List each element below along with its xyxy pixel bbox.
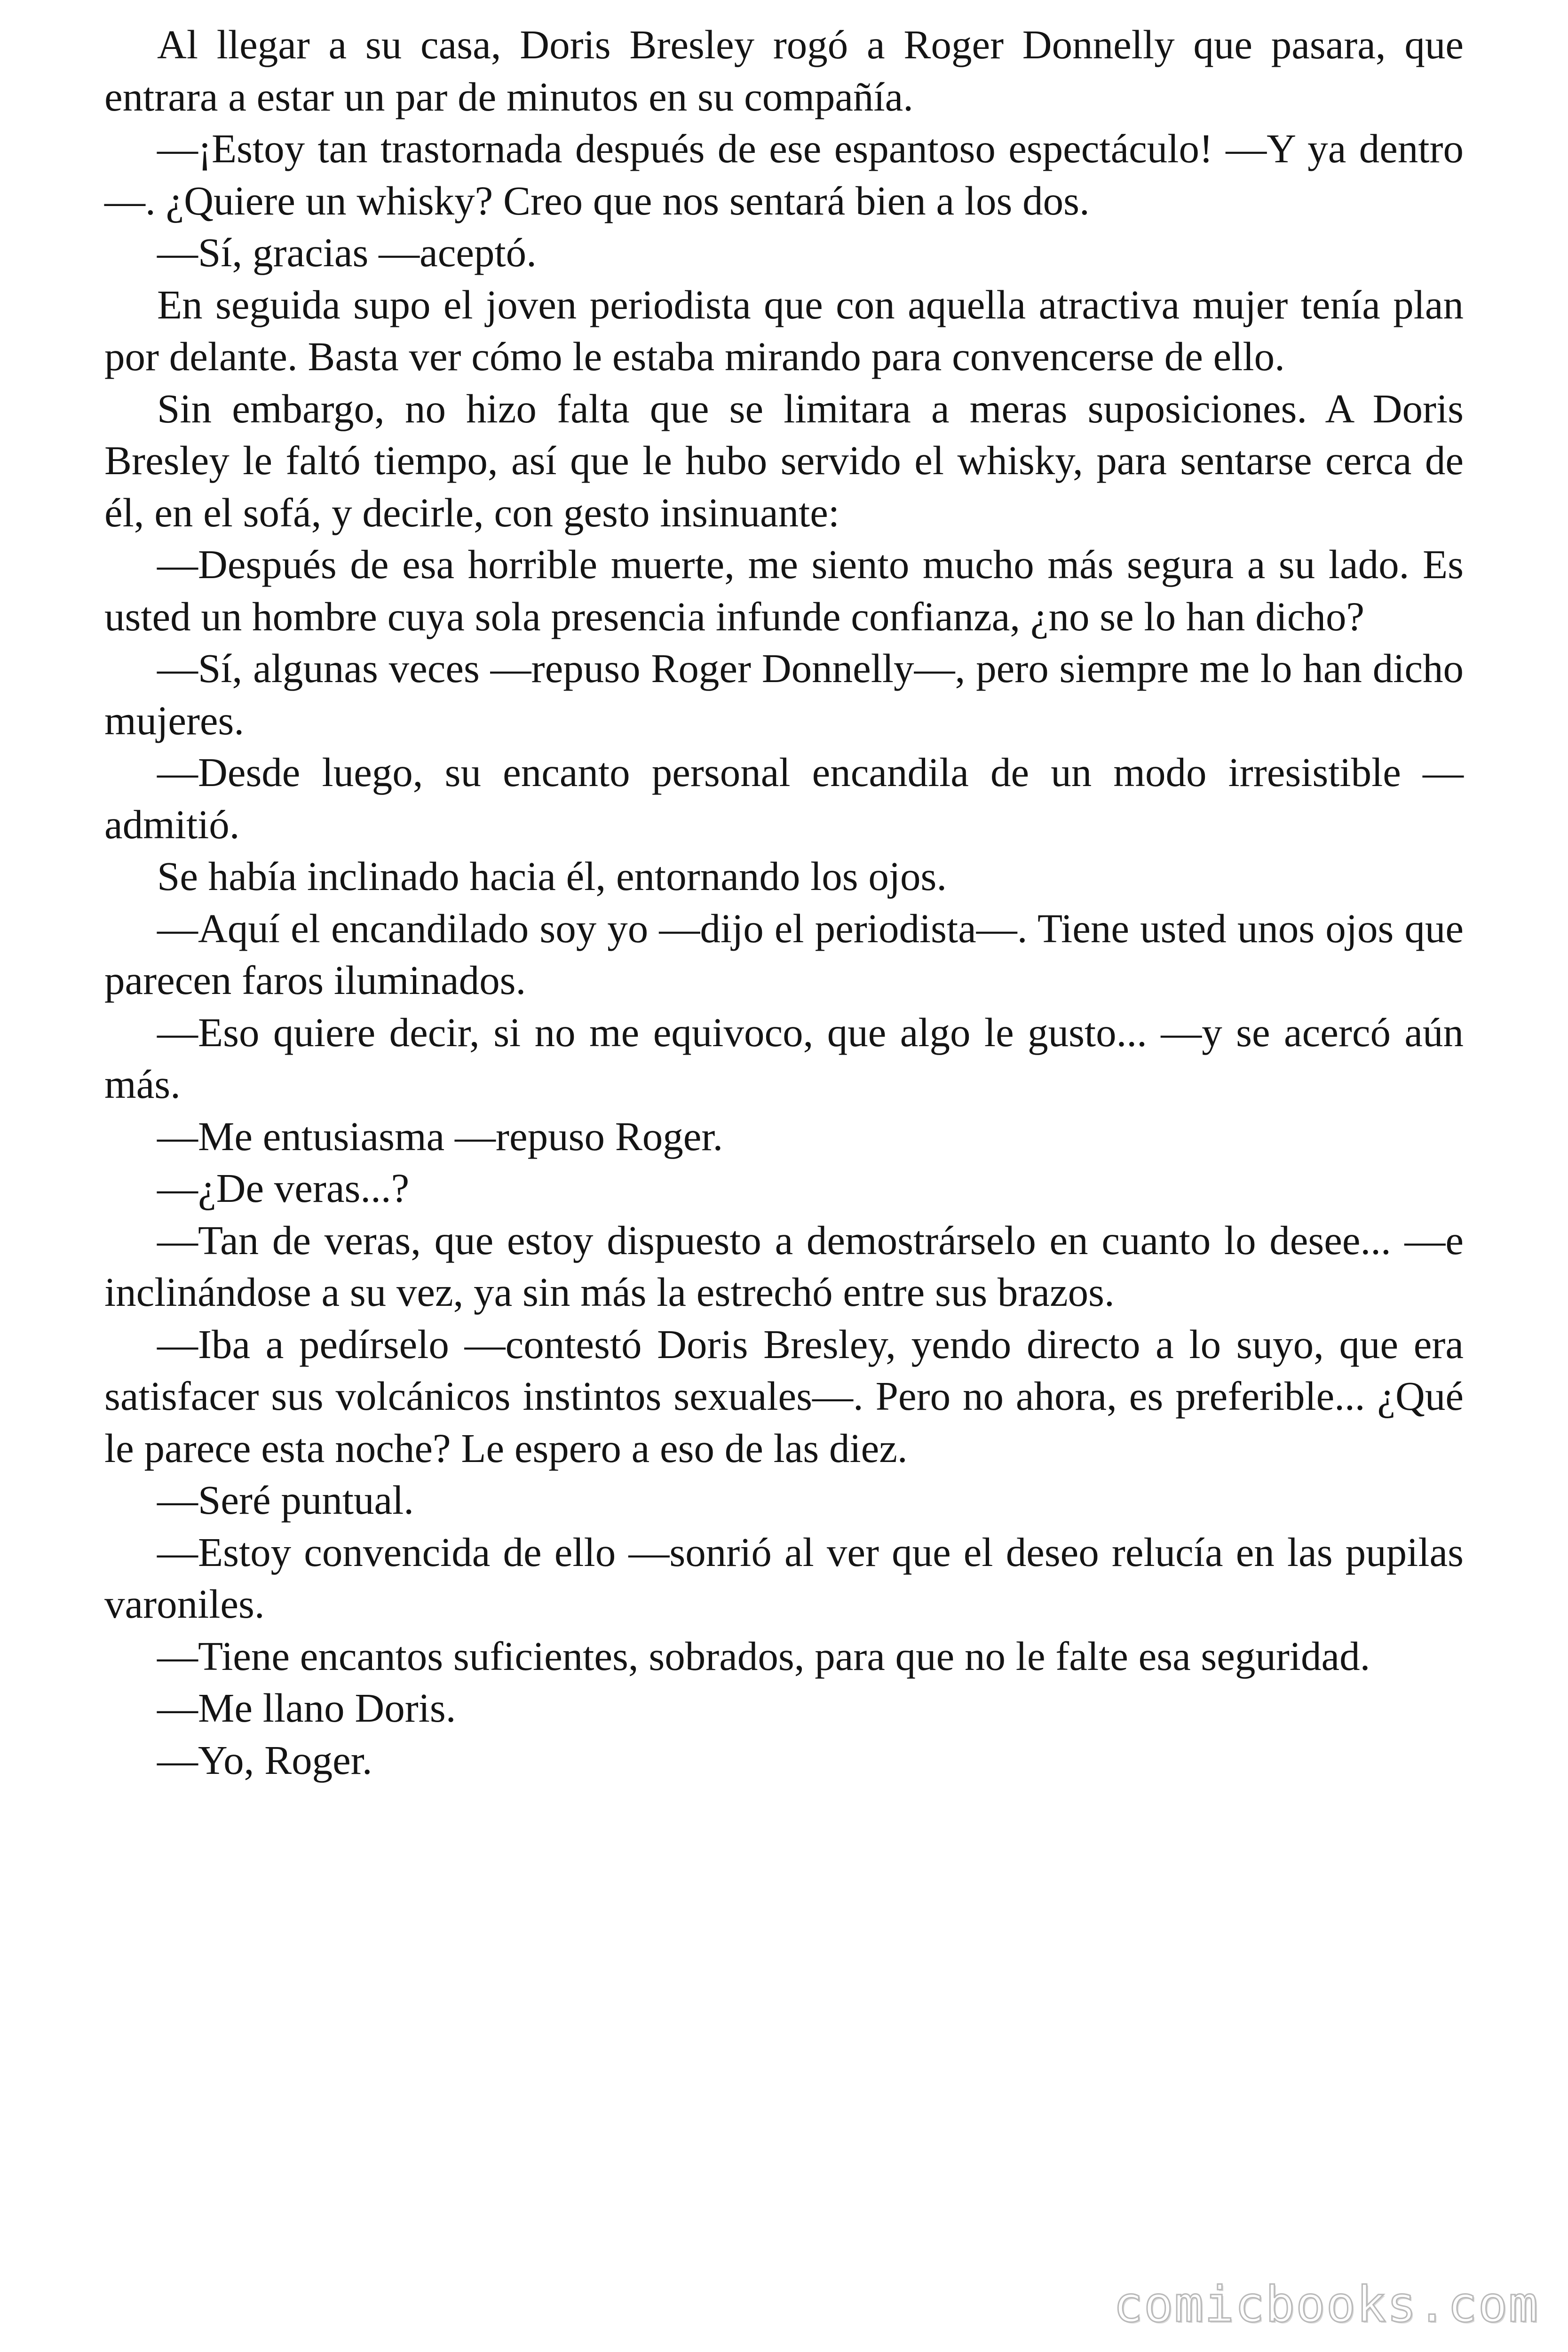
paragraph: —Estoy convencida de ello —sonrió al ver que el deseo relucía en las pupilas varoniles. <box>104 1529 1464 1627</box>
paragraph: —Seré puntual. <box>157 1477 414 1523</box>
paragraph: —Desde luego, su encanto personal encandila de un modo irresistible —admitió. <box>104 749 1464 847</box>
paragraph: —Iba a pedírselo —contestó Doris Bresley, yendo directo a lo suyo, que era satisfacer sus volcánicos instintos sexuales—. Pero no ahora, es preferible... ¿Qué le parece esta noche? Le espero a eso de las diez. <box>104 1321 1464 1471</box>
paragraph: —Tiene encantos suficientes, sobrados, para que no le falte esa seguridad. <box>157 1633 1370 1679</box>
paragraph: —¡Estoy tan trastornada después de ese espantoso espectáculo! —Y ya dentro—. ¿Quiere un whisky? Creo que nos sentará bien a los dos. <box>104 126 1464 223</box>
paragraph: Se había inclinado hacia él, entornando los ojos. <box>157 853 947 899</box>
paragraph: —¿De veras...? <box>157 1165 410 1211</box>
paragraph: —Aquí el encandilado soy yo —dijo el periodista—. Tiene usted unos ojos que parecen faros iluminados. <box>104 905 1464 1003</box>
watermark: comicbooks.com <box>1113 2276 1539 2333</box>
paragraph: —Eso quiere decir, si no me equivoco, que algo le gusto... —y se acercó aún más. <box>104 1009 1464 1107</box>
paragraph: —Tan de veras, que estoy dispuesto a demostrárselo en cuanto lo desee... —e inclinándose a su vez, ya sin más la estrechó entre sus brazos. <box>104 1217 1464 1315</box>
paragraph: Sin embargo, no hizo falta que se limitara a meras suposiciones. A Doris Bresley le faltó tiempo, así que le hubo servido el whisky, para sentarse cerca de él, en el sofá, y decirle, con gesto insinuante: <box>104 385 1464 535</box>
paragraph: —Yo, Roger. <box>157 1737 372 1783</box>
paragraph: En seguida supo el joven periodista que con aquella atractiva mujer tenía plan por delante. Basta ver cómo le estaba mirando para convencerse de ello. <box>104 281 1464 379</box>
paragraph: —Me entusiasma —repuso Roger. <box>157 1113 723 1159</box>
paragraph: —Sí, gracias —aceptó. <box>157 230 537 275</box>
paragraph: —Después de esa horrible muerte, me siento mucho más segura a su lado. Es usted un hombre cuya sola presencia infunde confianza, ¿no se lo han dicho? <box>104 541 1464 639</box>
paragraph: —Me llano Doris. <box>157 1685 456 1731</box>
paragraph: —Sí, algunas veces —repuso Roger Donnelly—, pero siempre me lo han dicho mujeres. <box>104 645 1464 743</box>
body-text <box>104 19 1464 1786</box>
paragraph: Al llegar a su casa, Doris Bresley rogó a Roger Donnelly que pasara, que entrara a estar un par de minutos en su compañía. <box>104 22 1464 119</box>
